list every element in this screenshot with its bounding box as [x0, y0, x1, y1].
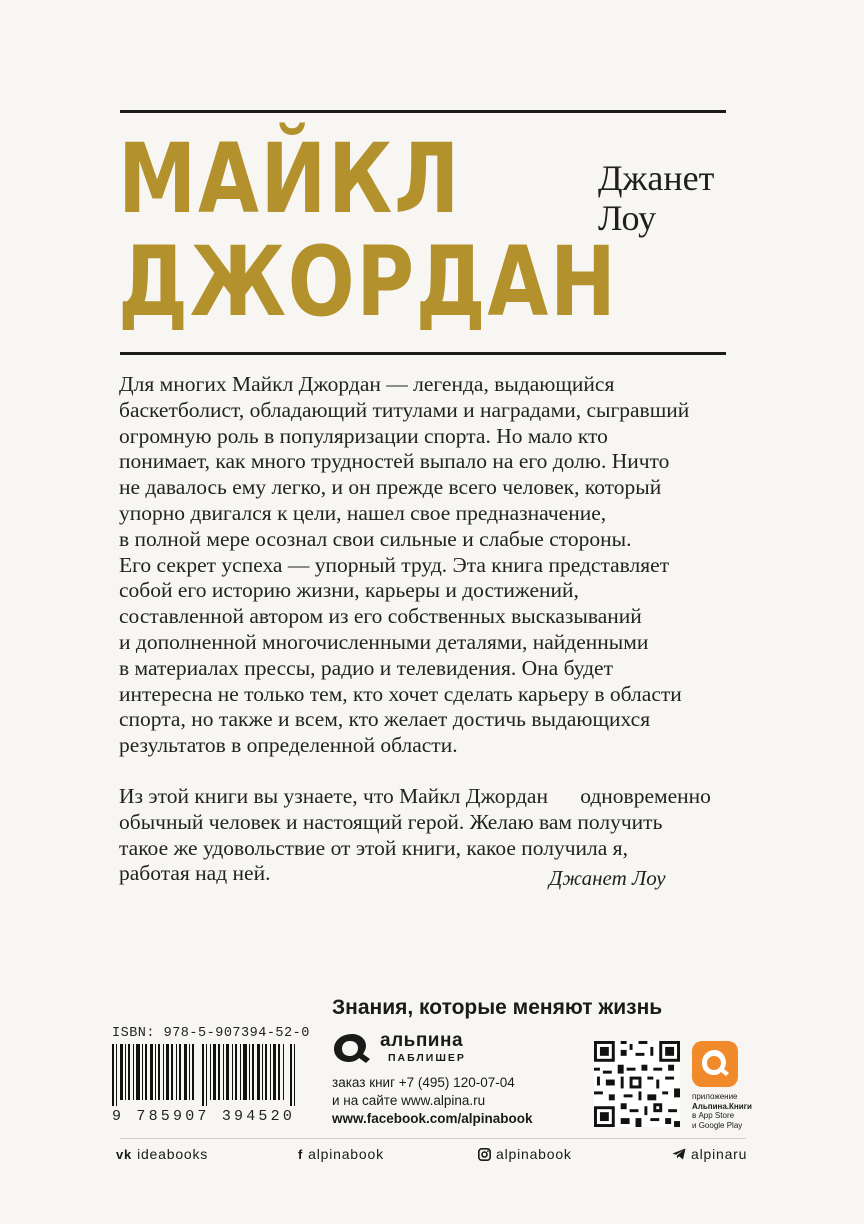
publisher-contacts	[332, 1074, 533, 1128]
telegram-handle: alpinaru	[691, 1146, 748, 1162]
blurb-line: такое же удовольствие от этой книги, какое получила я,	[119, 835, 628, 860]
barcode-digits: 9 785907 394520	[112, 1108, 296, 1125]
blurb-line: работая над ней.	[119, 861, 271, 886]
facebook-link[interactable]: www.facebook.com/alpinabook	[332, 1111, 533, 1126]
blurb-line: Его секрет успеха — упорный труд. Эта книга представляет	[119, 552, 670, 577]
book-author	[598, 158, 714, 238]
social-vk[interactable]	[116, 1146, 208, 1162]
blurb-line: составленной автором из его собственных высказываний	[119, 604, 642, 629]
app-line: в App Store	[692, 1111, 735, 1120]
blurb-line: огромную роль в популяризации спорта. Но мало кто	[119, 423, 608, 448]
order-phone: заказ книг +7 (495) 120-07-04	[332, 1075, 515, 1090]
social-telegram[interactable]	[672, 1146, 747, 1162]
blurb-line: баскетболист, обладающий титулами и наградами, сыгравший	[119, 397, 690, 422]
bottom-rule	[120, 352, 726, 355]
publisher-slogan: Знания, которые меняют жизнь	[332, 996, 663, 1019]
alpina-app-icon	[692, 1041, 738, 1087]
publisher-logo	[332, 1030, 492, 1066]
facebook-handle: alpinabook	[308, 1146, 384, 1162]
vk-handle: ideabooks	[137, 1146, 209, 1162]
social-instagram[interactable]	[478, 1146, 572, 1162]
blurb-line: понимает, как много трудностей выпало на его долю. Ничто	[119, 449, 670, 474]
blurb-line: собой его историю жизни, карьеры и достижений,	[119, 578, 579, 603]
title-line-1: МАЙКЛ	[118, 123, 462, 235]
facebook-icon: f	[298, 1146, 304, 1162]
footer-separator	[120, 1138, 746, 1139]
blurb-line: и дополненной многочисленными деталями, найденными	[119, 629, 649, 654]
top-rule	[120, 110, 726, 113]
blurb-signature: Джанет Лоу	[549, 866, 666, 890]
book-title	[118, 123, 618, 338]
logo-subtitle: ПАБЛИШЕР	[388, 1052, 466, 1064]
blurb-line: Для многих Майкл Джордан — легенда, выдающийся	[119, 372, 615, 396]
blurb-line: спорта, но также и всем, кто желает достичь выдающихся	[119, 707, 651, 732]
blurb-line: не давалось ему легко, и он прежде всего человек, который	[119, 475, 662, 500]
blurb-text	[119, 372, 739, 887]
blurb-line: обычный человек и настоящий герой. Желаю вам получить	[119, 809, 663, 834]
blurb-line: интересна не только тем, кто хочет сделать карьеру в области	[119, 681, 682, 706]
instagram-handle: alpinabook	[496, 1146, 572, 1162]
social-facebook[interactable]	[298, 1146, 384, 1162]
barcode-icon	[112, 1044, 298, 1106]
blurb-line: упорно двигался к цели, нашел свое предназначение,	[119, 500, 607, 525]
website-line: и на сайте www.alpina.ru	[332, 1093, 486, 1108]
app-icon[interactable]	[692, 1041, 738, 1087]
blurb-line: Из этой книги вы узнаете, что Майкл Джордан одновременно	[119, 783, 711, 808]
logo-name: альпина	[380, 1030, 464, 1051]
telegram-icon	[672, 1148, 686, 1160]
qr-code-icon[interactable]	[594, 1041, 680, 1127]
blurb-line: в материалах прессы, радио и телевидения. Она будет	[119, 655, 613, 680]
instagram-icon	[478, 1148, 491, 1161]
author-first-name: Джанет	[598, 158, 715, 198]
title-line-2: ДЖОРДАН	[118, 226, 618, 338]
isbn-text: ISBN: 978-5-907394-52-0	[112, 1026, 310, 1041]
app-line: и Google Play	[692, 1120, 743, 1130]
app-line: приложение	[692, 1092, 738, 1101]
app-line: Альпина.Книги	[692, 1101, 752, 1111]
author-last-name: Лоу	[598, 198, 657, 238]
alpina-logo-icon	[332, 1032, 372, 1064]
vk-icon: vk	[116, 1146, 133, 1162]
blurb-line: результатов в определенной области.	[119, 733, 458, 758]
app-store-text	[692, 1092, 752, 1130]
blurb-line: в полной мере осознал свои сильные и слабые стороны.	[119, 526, 632, 551]
